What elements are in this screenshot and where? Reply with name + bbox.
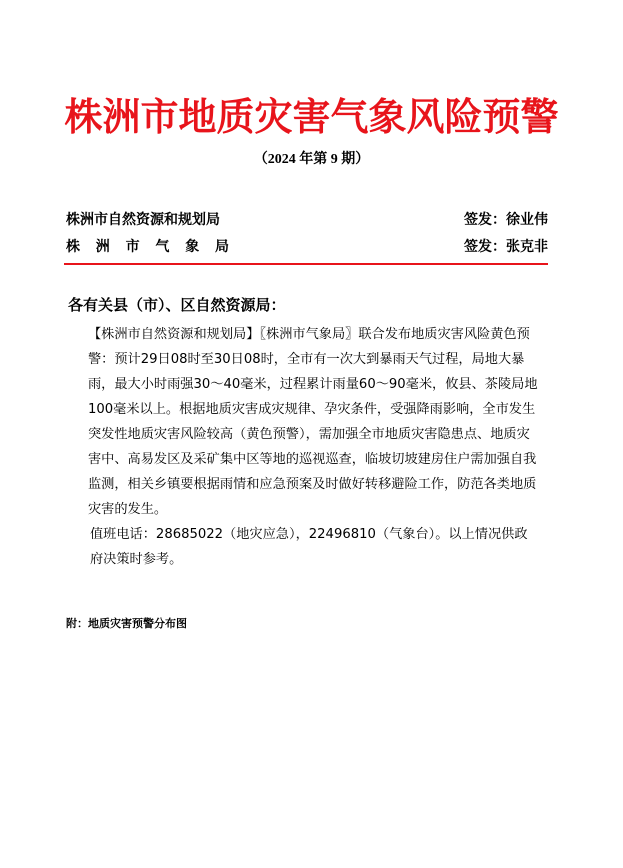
- issuer-char: 和: [164, 212, 178, 228]
- notice-paragraph: 【株洲市自然资源和规划局】〖株洲市气象局〗联合发布地质灾害风险黄色预警：预计29日08时至30日08时，全市有一次大到暴雨天气过程，局地大暴雨，最大小时雨强30～40毫米，过程累计雨量60～90毫米，攸县、茶陵局地100毫米以上。根据地质灾害成灾规律、孕灾条件，受强降雨影响，全市发生突发性地质灾害风险较高（黄色预警），需加强全市地质灾害隐患点、地质灾害中、高易发区及采矿集中区等地的巡视巡查，临坡切坡建房住户需加强自我监测，相关乡镇要根据雨情和应急预案及时做好转移避险工作，防范各类地质灾害的发生。: [88, 327, 538, 517]
- issuer-char: 株: [66, 212, 80, 228]
- document-title: 株洲市地质灾害气象风险预警: [64, 94, 559, 139]
- issuer-char: 局: [214, 239, 229, 255]
- issuer-char: 源: [150, 212, 164, 228]
- issuer-char: 划: [192, 212, 206, 228]
- issuer-char: 气: [155, 239, 170, 255]
- issuer-char: 市: [94, 212, 108, 228]
- signer-label: 签发：张克非: [464, 239, 548, 255]
- issuer-char: 株: [66, 239, 80, 255]
- issuer-char: 规: [178, 212, 192, 228]
- issuer-char: 象: [185, 239, 200, 255]
- attachment-note: 附：地质灾害预警分布图: [66, 617, 187, 630]
- issuer-char: 自: [108, 212, 122, 228]
- issuer-char: 资: [136, 212, 150, 228]
- issuer-char: 局: [206, 212, 220, 228]
- issuer-char: 洲: [95, 239, 110, 255]
- issuer-char: 市: [125, 239, 140, 255]
- signer-label: 签发：徐业伟: [464, 212, 548, 228]
- notice-body: [90, 322, 540, 572]
- issuer-name: [66, 236, 229, 256]
- issue-number: （2024 年第 9 期）: [253, 152, 370, 167]
- header-divider: [64, 263, 548, 265]
- addressee: 各有关县（市）、区自然资源局：: [68, 296, 286, 314]
- contact-line: 值班电话：28685022（地灾应急），22496810（气象台）。以上情况供政府决策时参考。: [90, 527, 528, 567]
- issuer-name: [66, 209, 220, 229]
- issuer-char: 洲: [80, 212, 94, 228]
- issuer-char: 然: [122, 212, 136, 228]
